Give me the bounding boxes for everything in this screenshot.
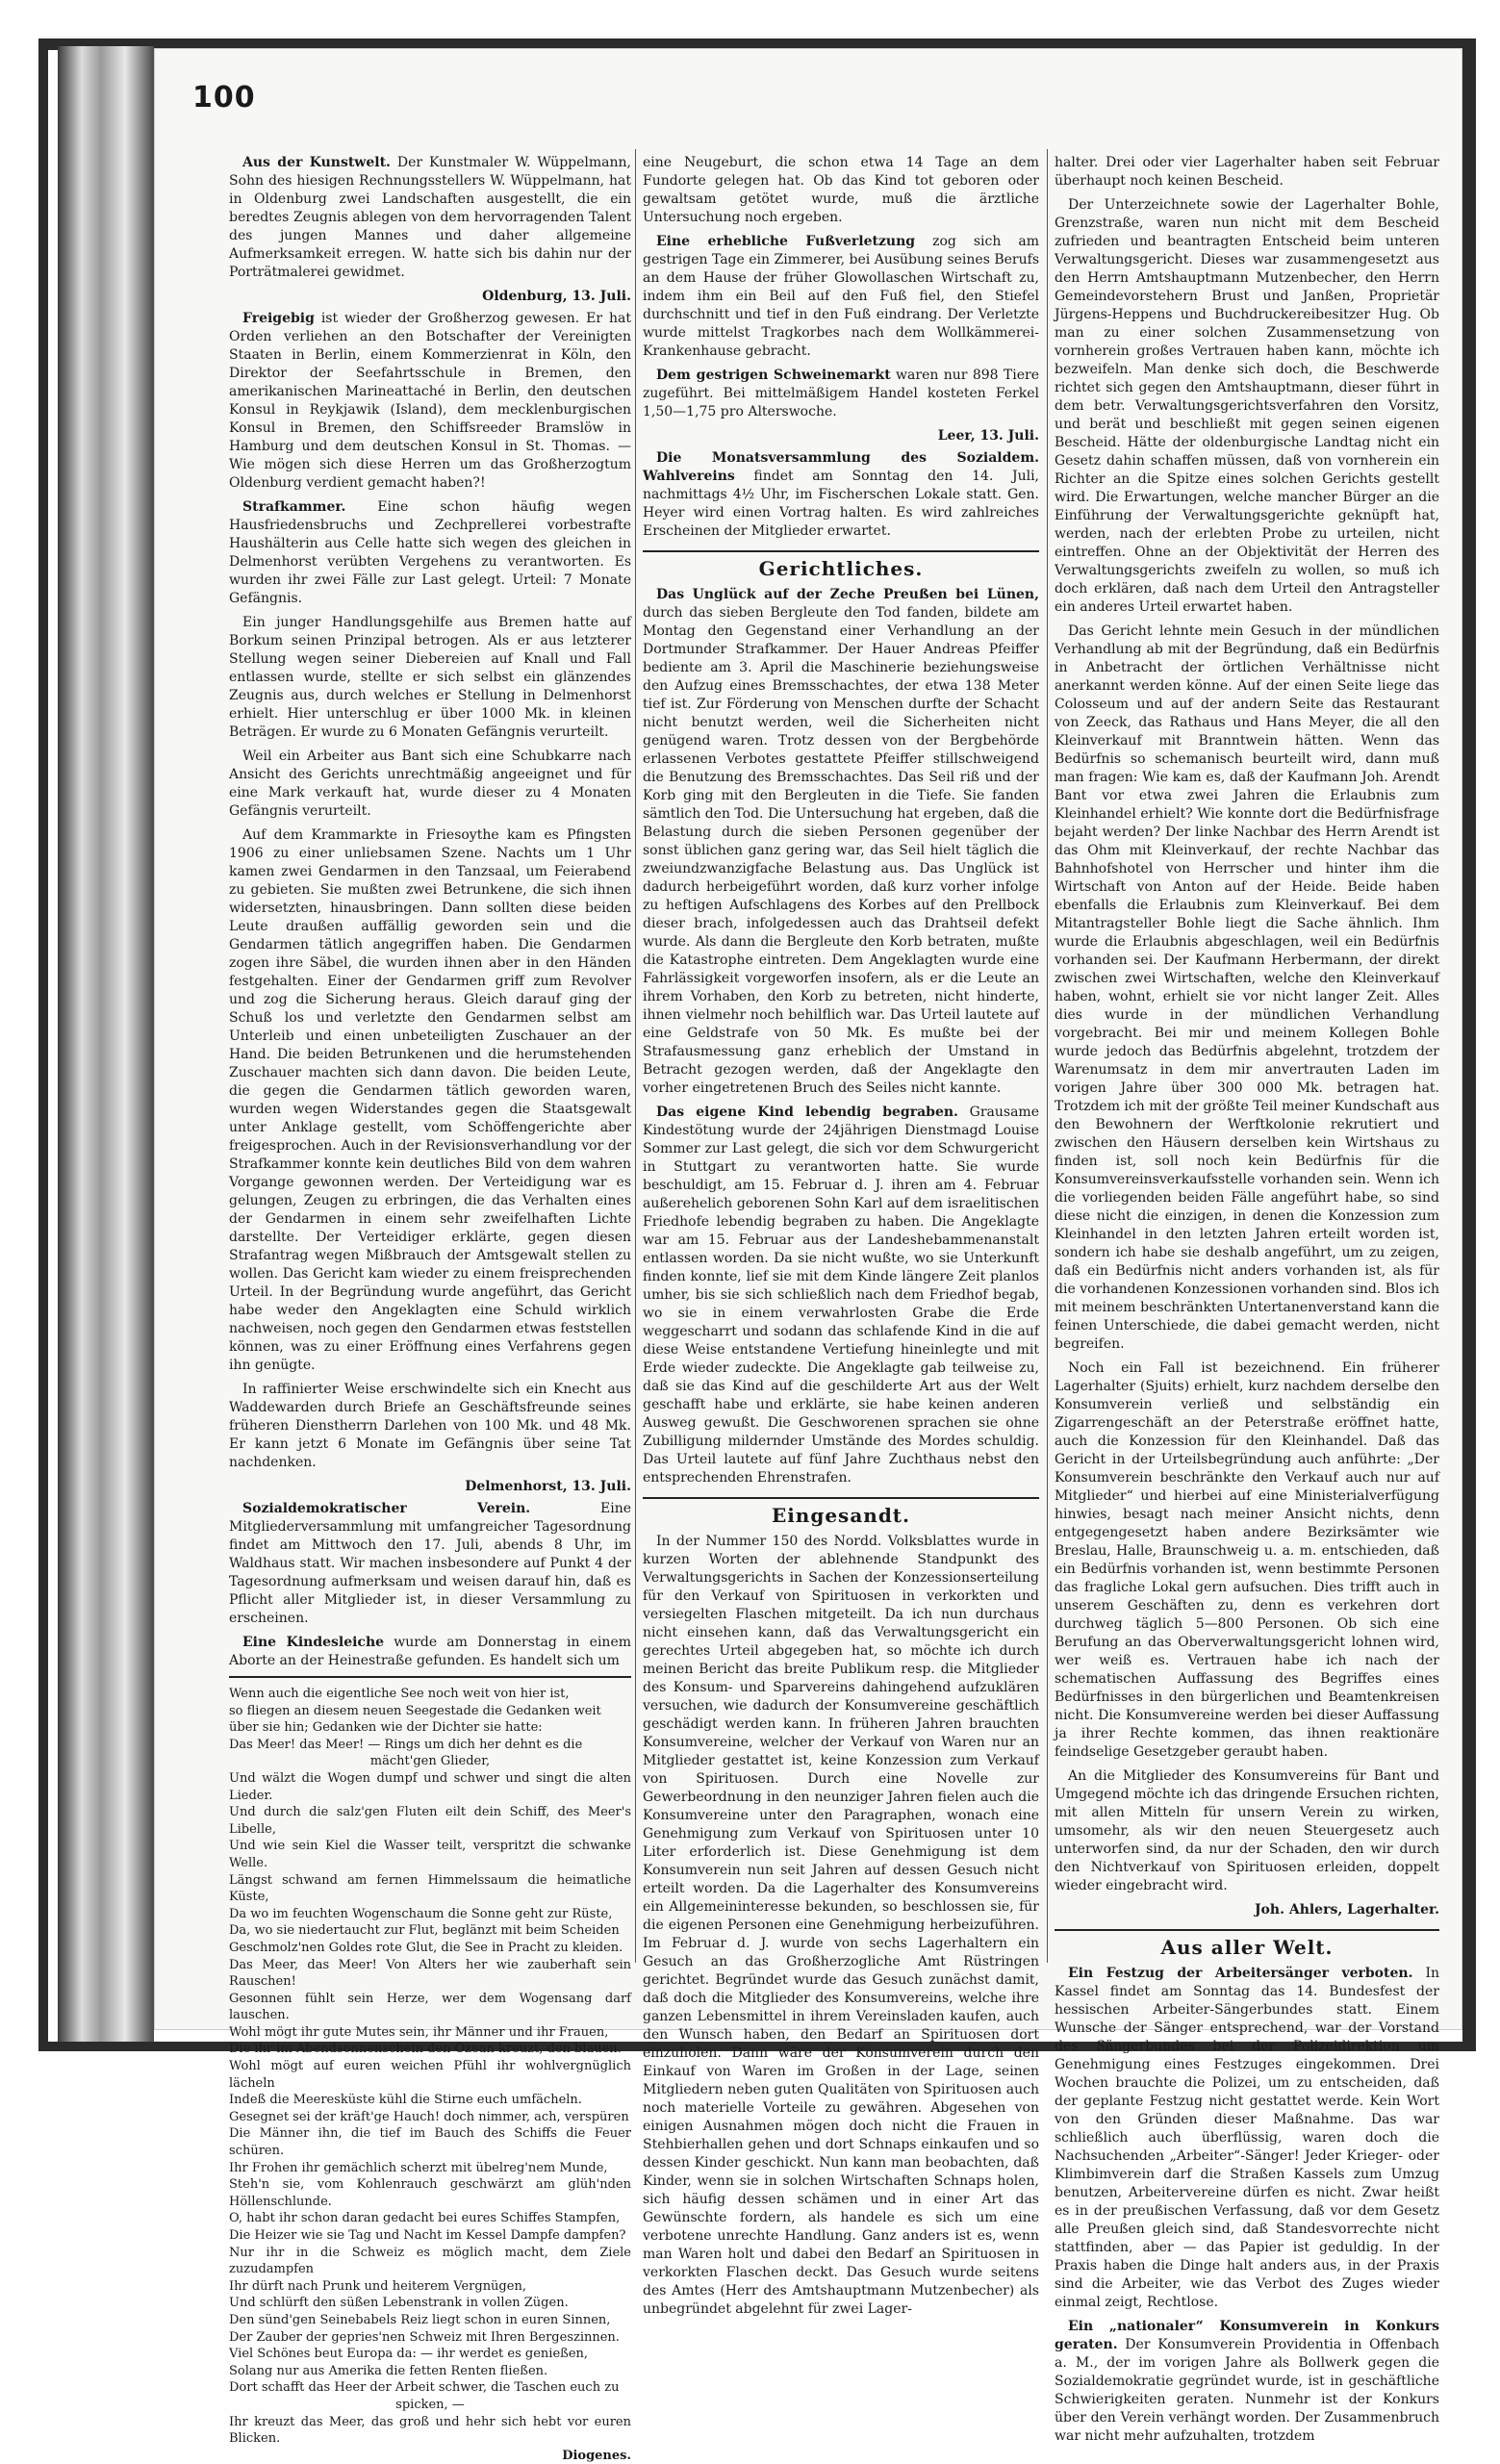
paragraph-lagerhalter: halter. Drei oder vier Lagerhalter haben seit Februar überhaupt noch keinen Bescheid. — [1055, 155, 1439, 189]
poem-line: Und wie sein Kiel die Wasser teilt, verspritzt die schwanke Welle. — [229, 1839, 631, 1870]
column-rule-2 — [1047, 149, 1048, 1963]
poem-author: Diogenes. — [562, 2448, 631, 2463]
poem-line: Geschmolz'nen Goldes rote Glut, die See in Pracht zu kleiden. — [229, 1940, 623, 1955]
column-3 — [1055, 154, 1439, 2451]
article-fussverletzung: Eine erhebliche Fußverletzung zog sich am gestrigen Tage ein Zimmerer, bei Ausübung seines Berufs an dem Hause der früher Glowollaschen Wirtschaft zu, indem ihm ein Beil auf den Fuß fiel, den Stiefel durchschnitt und tief in den Fuß eindrang. Der Verletzte wurde mittelst Tragkorbes nach dem Wollkämmerei-Krankenhause gebracht. — [643, 234, 1039, 359]
poem-line: Und wälzt die Wogen dumpf und schwer und singt die alten Lieder. — [229, 1770, 631, 1803]
poem-line: Viel Schönes beut Europa da: — ihr werdet es genießen, — [229, 2347, 589, 2362]
dateline-delmenhorst: Delmenhorst, 13. Juli. — [465, 1479, 631, 1494]
article-eingesandt: In der Nummer 150 des Nordd. Volksblattes wurde in kurzen Worten der ablehnende Standpunkt des Verwaltungsgerichts in Sachen der Konzessionserteilung für den Verkauf von Spirituosen in verkorkten und versiegelten Flaschen mitgeteilt. Da ich nun durchaus nicht einsehen kann, daß das Verwaltungsgericht ein gerechtes Urteil abgegeben hat, so möchte ich durch meinen Bericht das breite Publikum resp. die Mitglieder des Konsum- und Sparvereins dahingehend aufzuklären versuchen, wie dadurch der Konsumvereine geschäftlich geschädigt werden kann. In früheren Jahren brauchten Konsumvereine, welcher der Verkauf von Waren nur an Mitglieder gestattet ist, keine Konzession zum Verkauf von Spirituosen. Durch eine Novelle zur Gewerbeordnung in den neunziger Jahren fielen auch die Konsumvereine unter den Paragraphen, wonach eine Genehmigung zum Verkauf von Spirituosen unter 10 Liter erforderlich ist. Diese Genehmigung ist dem Konsumverein nun seit Jahren auf dessen Gesuch nicht erteilt worden. Da die Lagerhalter des Konsumvereins ein Allgemeininteresse bekunden, so beschlossen sie, für die eigenen Personen eine Genehmigung herbeizuführen. Im Februar d. J. wurde von sechs Lagerhaltern ein Gesuch an das Großherzogliche Amt Rüstringen gerichtet. Begründet wurde das Gesuch zunächst damit, daß doch die Mitglieder des Konsumvereins, welche ihre ganzen Lebensmittel in ihrem Vereinsladen kaufen, auch den Wunsch haben, den Bedarf an Spirituosen dort einzuholen. Dann wäre der Konsumverein durch den Einkauf von Waren im Großen in der Lage, seinen Mitgliedern neben guten Qualitäten von Spirituosen auch noch materielle Vorteile zu gewähren. Abgesehen von einigen Ausnahmen mögen doch nicht die Frauen in Stehbierhallen gehen und dort Schnaps einkaufen und so dessen Kinder geschickt. Nun kann man beobachten, daß Kinder, wenn sie in solchen Wirtschaften Schnaps holen, sich häufig dessen schämen und in einer Art das Gewünschte fordern, als handele es sich um eine verbotene unrechte Handlung. Ganz anders ist es, wenn man Waren holt und dabei den Bedarf an Spirituosen in verkorkten Flaschen deckt. Das Gesuch wurde seitens des Amtes (Herr des Amtshauptmann Mutzenbecher) als unbegründet abgelehnt für zwei Lager- — [643, 1534, 1039, 2317]
poem-line: Den sünd'gen Seinebabels Reiz liegt schon in euren Sinnen, — [229, 2312, 611, 2327]
poem-line: Die ihr im Abendsonnenschein den Ozean kreuzt, den blauen. — [229, 2042, 622, 2057]
paragraph-knecht: In raffinierter Weise erschwindelte sich ein Knecht aus Waddewarden durch Briefe an Geschäftsfreunde seines früheren Dienstherrn Darlehen von 100 Mk. und 48 Mk. Er kann jetzt 6 Monate im Gefängnis über seine Tat nachdenken. — [229, 1382, 631, 1470]
scan-frame-right — [1462, 38, 1476, 2049]
column-1 — [229, 154, 631, 2464]
poem-line: Ihr kreuzt das Meer, das groß und hehr sich hebt vor euren Blicken. — [229, 2414, 631, 2447]
scan-frame-left — [38, 38, 48, 2049]
poem-line: Das Meer! das Meer! — Rings um dich her dehnt es die — [229, 1737, 583, 1752]
poem-line: Wohl mögt ihr gute Mutes sein, ihr Männer und ihr Frauen, — [229, 2024, 609, 2040]
section-heading-aus-aller-welt: Aus aller Welt. — [1055, 1929, 1439, 1957]
poem-line: spicken, — — [395, 2397, 465, 2412]
poem-line: Nur ihr in die Schweiz es möglich macht, dem Ziele zuzudampfen — [229, 2245, 631, 2277]
poem-line: O, habt ihr schon daran gedacht bei eures Schiffes Stampfen, — [229, 2211, 621, 2226]
poem-line: Das Meer, das Meer! Von Alters her wie zauberhaft sein Rauschen! — [229, 1957, 631, 1990]
paragraph-mitglieder: An die Mitglieder des Konsumvereins für Bant und Umgegend möchte ich das dringende Ersuchen richten, mit allen Mitteln für unsern Verein zu wirken, umsomehr, als wir den neuen Steuergesetz auch unterworfen sind, da nur der Schaden, den wir durch den Nichtverkauf von Spirituosen erleiden, doppelt wieder eingebracht wird. — [1055, 1768, 1439, 1893]
page-number: 100 — [192, 81, 256, 114]
column-2 — [643, 154, 1039, 2324]
paragraph-noch-ein-fall: Noch ein Fall ist bezeichnend. Ein früherer Lagerhalter (Sjuits) erhielt, kurz nachdem derselbe den Konsumverein verließ und selbständig ein Zigarrengeschäft an der Peterstraße eröffnet hatte, auch die Konzession für den Kleinhandel. Daß das Gericht in der Urteilsbegründung auch anführte: „Der Konsumverein beschränkte den Verkauf auch nur auf Mitglieder“ und hierbei auf eine Ministerialverfügung hinwies, besagt nach meiner Ansicht nichts, denn entgegengesetzt haben andere Bezirksämter wie Breslau, Halle, Braunschweig u. a. m. entschieden, daß ein Bedürfnis vorhanden ist, wenn bestimmte Personen das fragliche Lokal gern aufsuchen. Dies trifft auch in unserem Geschäften zu, denn es verkehren dort durchweg täglich 5—800 Personen. Ob sich eine Berufung an das Oberverwaltungsgericht lohnen wird, wer weiß es. Vertrauen habe ich nach der schematischen Auffassung des Begriffes eines Bedürfnisses in den bürgerlichen und Beamtenkreisen nicht. Die Konsumvereine werden bei dieser Auffassung ja ihrer Rechte kommen, das ihnen reaktionäre feindselige Gesetzgeber geraubt haben. — [1055, 1360, 1439, 1760]
section-heading-eingesandt: Eingesandt. — [643, 1497, 1039, 1525]
poem-line: mächt'gen Glieder, — [369, 1754, 491, 1769]
poem-line: Steh'n sie, vom Kohlenrauch geschwärzt am glüh'nden Höllenschlunde. — [229, 2177, 631, 2209]
section-heading-gerichtliches: Gerichtliches. — [643, 550, 1039, 578]
poem-line: Indeß die Meeresküste kühl die Stirne euch umfächeln. — [229, 2093, 582, 2108]
article-freigebig: Freigebig ist wieder der Großherzog gewesen. Er hat Orden verliehen an den Botschafter der Vereinigten Staaten in Berlin, einem Kommerzienrat in Köln, den Direktor der Seefahrtsschule in Bremen, den amerikanischen Marineattaché in Berlin, den deutschen Konsul in Reykjawik (Island), dem mecklenburgischen Konsul in Bremen, den Schiffsreeder Bramslöw in Hamburg und dem deutschen Konsul in St. Thomas. — Wie mögen sich diese Herren um das Großherzogtum Oldenburg verdient gemacht haben?! — [229, 311, 631, 491]
article-kindesleiche: Eine Kindesleiche wurde am Donnerstag in einem Aborte an der Heinestraße gefunden. Es handelt sich um — [229, 1635, 632, 1668]
poem-line: Gesonnen fühlt sein Herze, wer dem Wogensang darf lauschen. — [229, 1991, 631, 2023]
poem-line: Solang nur aus Amerika die fetten Renten fließen. — [229, 2363, 548, 2378]
article-festzug: Ein Festzug der Arbeitersänger verboten. In Kassel findet am Sonntag das 14. Bundesfest der hessischen Arbeiter-Sängerbundes statt. Einem Wunsche der Sänger entsprechend, war der Vorstand des Sängerbundes bei der Polizeidirektion um Genehmigung eines Festzuges eingekommen. Drei Wochen brauchte die Polizei, um zu entscheiden, daß der geplante Festzug nicht gestattet werde. Kein Wort von den Gründen dieser Maßnahme. Das war schließlich auch überflüssig, waren doch die Nachsuchenden „Arbeiter“-Sänger! Jeder Krieger- oder Klimbimverein darf die Straßen Kassels zum Umzug benutzen, Arbeitervereine dürfen es nicht. Zwar heißt es in der preußischen Verfassung, daß vor dem Gesetz alle Preußen gleich sind, daß Standesvorrechte nicht stattfinden, aber — das Papier ist geduldig. In der Praxis haben die Dinge halt anders aus, in der Praxis sind die Arbeiter, wie das Verbot des Zuges wieder einmal zeigt, Rechtlose. — [1055, 1966, 1439, 2310]
paragraph-arbeiter: Weil ein Arbeiter aus Bant sich eine Schubkarre nach Ansicht des Gerichts unrechtmäßig angeeignet und für eine Mark verkauft hat, wurde dieser zu 4 Monaten Gefängnis verurteilt. — [229, 749, 631, 819]
book-binding-edge — [58, 46, 154, 2043]
article-monatsversammlung: Die Monatsversammlung des Sozialdem. Wahlvereins findet am Sonntag den 14. Juli, nachmittags 4½ Uhr, im Fischerschen Lokale statt. Gen. Heyer wird einen Vortrag halten. Es wird zahlreiches Erscheinen der Mitglieder erwartet. — [643, 450, 1039, 539]
poem-line: Und schlürft den süßen Lebenstrank in vollen Zügen. — [229, 2296, 569, 2311]
dateline-oldenburg: Oldenburg, 13. Juli. — [482, 289, 631, 304]
poem-line: Und durch die salz'gen Fluten eilt dein Schiff, des Meer's Libelle, — [229, 1805, 631, 1837]
article-schweinemarkt: Dem gestrigen Schweinemarkt waren nur 898 Tiere zugeführt. Bei mittelmäßigem Handel kosteten Ferkel 1,50—1,75 pro Alterswoche. — [643, 368, 1040, 419]
poem-line: über sie hin; Gedanken wie der Dichter sie hatte: — [229, 1720, 543, 1736]
article-konsumverein: Ein „nationaler“ Konsumverein in Konkurs geraten. Der Konsumverein Providentia in Offenbach a. M., der im vorigen Jahre als Bollwerk gegen die Sozialdemokratie gegründet wurde, ist in geschäftliche Schwierigkeiten geraten. Nunmehr ist der Konkurs über den Verein verhängt worden. Der Zusammenbruch war nicht mehr aufzuhalten, trotzdem — [1055, 2319, 1440, 2444]
article-kind-begraben: Das eigene Kind lebendig begraben. Grausame Kindestötung wurde der 24jährigen Dienstmagd Louise Sommer zur Last gelegt, die sich vor dem Schwurgericht in Stuttgart zu verantworten hatte. Sie wurde beschuldigt, am 15. Februar d. J. ihren am 4. Februar außerehelich geborenen Sohn Karl auf dem israelitischen Friedhofe lebendig begraben zu haben. Die Angeklagte war am 15. Februar aus der Landeshebammenanstalt entlassen worden. Da sie nicht wußte, wo sie Unterkunft finden konnte, lief sie mit dem Kinde längere Zeit planlos umher, bis sie sich schließlich nach dem Friedhof begab, wo sie in einem verwahrlosten Grabe die Erde weggescharrt und sodann das schlafende Kind in die auf diese Weise entstandene Vertiefung hineinlegte und mit Erde wieder zudeckte. Die Angeklagte gab teilweise zu, daß sie das Kind auf die geschilderte Art aus der Welt geschafft habe und erklärte, sie habe keinen anderen Ausweg gewußt. Die Geschworenen sprachen sie ohne Zubilligung mildernder Umstände des Mordes schuldig. Das Urteil lautete auf fünf Jahre Zuchthaus nebst den entsprechenden Ehrenstrafen. — [643, 1105, 1039, 1486]
article-verein: Sozialdemokratischer Verein. Eine Mitgliederversammlung mit umfangreicher Tagesordnung findet am Mittwoch den 17. Juli, abends 8 Uhr, im Waldhaus statt. Wir machen insbesondere auf Punkt 4 der Tagesordnung aufmerksam und weisen darauf hin, daß es Pflicht aller Mitglieder ist, in dieser Versammlung zu erscheinen. — [229, 1501, 631, 1626]
paragraph-unterzeichnete: Der Unterzeichnete sowie der Lagerhalter Bohle, Grenzstraße, waren nun nicht mit dem Bescheid zufrieden und beantragten Entscheid beim unteren Verwaltungsgericht. Dieses war zusammengesetzt aus den Herrn Amtshauptmann Mutzenbecher, den Herrn Gemeindevorstehern Brust und Janßen, Proprietär Jürgens-Heppens und Buchdruckereibesitzer Hug. Ob man zu einer solchen Zusammensetzung von vornherein großes Vertrauen haben kann, möchte ich bezweifeln. Man denke sich doch, die Beschwerde richtet sich gegen den Amtshauptmann, dieser führt in dem betr. Verwaltungsgerichtsverfahren den Vorsitz, und berät und beschließt mit gegen seinen eigenen Bescheid. Hätte der oldenburgische Landtag nicht ein Gesetz dahin schaffen müssen, daß von vornherein ein Richter an die Spitze eines solchen Gerichts gestellt wird. Die Erwartungen, welche mancher Bürger an die Einführung der Verwaltungsgerichte geknüpft hat, werden, nach der erlebten Probe zu urteilen, nicht eintreffen. Ohne an der Objektivität der Herren des Verwaltungsgerichts zweifeln zu wollen, so muß ich doch erklären, daß nach dem Urteil den Antragsteller ein anderes Urteil erwartet haben. — [1055, 197, 1439, 615]
poem-line: Längst schwand am fernen Himmelssaum die heimatliche Küste, — [229, 1872, 631, 1905]
article-unglueck: Das Unglück auf der Zeche Preußen bei Lünen, durch das sieben Bergleute den Tod fanden, bildete am Montag den Gegenstand einer Verhandlung an der Dortmunder Strafkammer. Der Hauer Andreas Pfeiffer bediente am 3. April die Maschinerie beziehungsweise den Aufzug eines Bremsschachtes, der etwa 138 Meter tief ist. Zur Förderung von Menschen durfte der Schacht nicht benutzt werden, weil die Sicherheiten nicht genügend waren. Trotz dessen von der Bergbehörde erlassenen Verbotes gestattete Pfeiffer stillschweigend die Benutzung des Bremsschachtes. Das Seil riß und der Korb ging mit den Bergleuten in die Tiefe. Sie fanden sämtlich den Tod. Die Untersuchung hat ergeben, daß die Belastung durch die sieben Personen gegenüber der sonst üblichen ganz gering war, das Seil hielt täglich die zweiundzwanzigfache Belastung aus. Das Unglück ist dadurch herbeigeführt worden, daß kurz vorher infolge zu heftigen Aufschlagens des Korbes auf den Prellbock dieser brach, infolgedessen auch das Drahtseil defekt wurde. Als dann die Bergleute den Korb betraten, mußte die Katastrophe eintreten. Dem Angeklagten wurde eine Fahrlässigkeit vorgeworfen insofern, als er die Leute an ihrem Vorhaben, den Korb zu betreten, nicht hinderte, ihnen vielmehr noch behilflich war. Das Urteil lautete auf eine Geldstrafe von 50 Mk. Es mußte bei der Strafausmessung ganz erheblich der Umstand in Betracht gezogen werden, daß der Angeklagte den vorher eingetretenen Bruch des Seiles nicht kannte. — [643, 587, 1039, 1096]
poem-line: Wenn auch die eigentliche See noch weit von hier ist, — [229, 1687, 570, 1701]
poem-line: Ihr dürft nach Prunk und heiterem Vergnügen, — [229, 2278, 526, 2294]
paragraph-gericht: Das Gericht lehnte mein Gesuch in der mündlichen Verhandlung ab mit der Begründung, daß ein Bedürfnis in Anbetracht der örtlichen Verhältnisse nicht anerkannt werden könne. Auf der einen Seite liege das Colosseum und auf der andern Seite das Restaurant von Zeeck, das Rathaus und Hans Meyer, die all den Kleinverkauf mit Branntwein hätten. Wenn das Bedürfnis so schemanisch beurteilt wird, dann muß man fragen: Wie kam es, daß der Kaufmann Joh. Arendt Bant vor etwa zwei Jahren die Erlaubnis zum Kleinhandel erhielt? Wie konnte dort die Bedürfnisfrage bejaht werden? Der linke Nachbar des Herrn Arendt ist das Ohm mit Kleinverkauf, der rechte Nachbar das Bahnhofshotel von Herrscher und hinter ihm die Wirtschaft von Anton auf der Heide. Beide haben ebenfalls die Erlaubnis zum Kleinverkauf. Bei dem Mitantragsteller Bohle liegt die Sache ähnlich. Ihm wurde die Erlaubnis abgeschlagen, weil ein Bedürfnis vorhanden sei. Der Kaufmann Herbermann, der direkt zwischen zwei Wirtschaften, welche den Kleinverkauf haben, wohnt, erhielt sie vor nicht langer Zeit. Alles dies wurde in der mündlichen Verhandlung vorgebracht. Bei mir und meinem Kollegen Bohle wurde jedoch das Bedürfnis abgelehnt, trotzdem der Warenumsatz in dem mir anvertrauten Laden im vorigen Jahre über 300 000 Mk. betragen hat. Trotzdem ich mit der größte Teil meiner Kundschaft aus den Bewohnern der Werftkolonie rekrutiert und zwischen den Häusern derselben kein Wirtshaus zu finden ist, soll noch kein Bedürfnis für die Konsumvereinsverkaufsstelle vorhanden sein. Wenn ich die vorliegenden beiden Fälle angeführt habe, so sind diese nicht die einzigen, in denen die Konzession zum Kleinhandel in den letzten Jahren erteilt worden ist, sondern ich habe sie deshalb angeführt, um zu zeigen, daß ein Bedürfnis nicht anders vorhanden ist, als für die vorhandenen Konzessionen vorhanden sind. Blos ich mit meinem beschränkten Untertanenverstand kann die feinen Unterschiede, die dabei gemacht werden, nicht begreifen. — [1055, 623, 1439, 1352]
poem-line: Dort schafft das Heer der Arbeit schwer, die Taschen euch zu — [229, 2380, 620, 2396]
article-strafkammer: Strafkammer. Eine schon häufig wegen Hausfriedensbruchs und Zechprellerei vorbestrafte Haushälterin aus Celle hatte sich wegen des gleichen in Delmenhorst verübten Vergehens zu verantworten. Es wurden ihr zwei Fälle zur Last gelegt. Urteil: 7 Monate Gefängnis. — [229, 499, 631, 606]
poem-line: Gesegnet sei der kräft'ge Hauch! doch nimmer, ach, verspüren — [229, 2109, 629, 2124]
poem-line: Ihr Frohen ihr gemächlich scherzt mit übelreg'nem Munde, — [229, 2160, 608, 2175]
letter-signature: Joh. Ahlers, Lagerhalter. — [1254, 1902, 1439, 1918]
poem-line: Wohl mögt auf euren weichen Pfühl ihr wohlvergnüglich lächeln — [229, 2059, 631, 2091]
article-kunstwelt: Aus der Kunstwelt. Der Kunstmaler W. Wüppelmann, Sohn des hiesigen Rechnungsstellers W. Wüppelmann, hat in Oldenburg zwei Landschaften ausgestellt, die ein beredtes Zeugnis ablegen von dem hervorragenden Talent des jungen Mannes und daher allgemeine Aufmerksamkeit erregen. W. hatte sich bis dahin nur der Porträtmalerei gewidmet. — [229, 155, 631, 280]
paragraph-neugeburt: eine Neugeburt, die schon etwa 14 Tage an dem Fundorte gelegen hat. Ob das Kind tot geboren oder gewaltsam getötet wurde, muß die ärztliche Untersuchung noch ergeben. — [643, 155, 1039, 225]
poem-line: so fliegen an diesem neuen Seegestade die Gedanken weit — [229, 1703, 601, 1718]
paragraph-krammarkt: Auf dem Krammarkte in Friesoythe kam es Pfingsten 1906 zu einer unliebsamen Szene. Nachts um 1 Uhr kamen zwei Gendarmen in den Tanzsaal, um Feierabend zu gebieten. Sie mußten zwei Betrunkene, die sich ihnen widersetzten, hinausbringen. Dann sollten diese beiden Leute draußen auffällig geworden sein und die Gendarmen tätlich angegriffen haben. Die Gendarmen zogen ihre Säbel, die wurden ihnen aber in den Händen festgehalten. Einer der Gendarmen griff zum Revolver und zog die Sicherung heraus. Gleich darauf ging der Schuß los und verletzte den Gendarmen selbst am Unterleib und einen unbeteiligten Zuschauer an der Hand. Die beiden Betrunkenen und die herumstehenden Zuschauer machten sich dann davon. Die beiden Leute, die gegen die Gendarmen tätlich geworden waren, wurden wegen Widerstandes gegen die Staatsgewalt unter Anklage gestellt, vom Schöffengerichte aber freigesprochen. Auch in der Revisionsverhandlung vor der Strafkammer konnte kein deutliches Bild von dem wahren Vorgange gewonnen werden. Der Verteidigung war es gelungen, Zeugen zu erbringen, die das Verhalten eines der Gendarmen in einem sehr zweifelhaften Lichte darstellte. Der Verteidiger erklärte, gegen diesen Strafantrag wegen Mißbrauch der Amtsgewalt stellen zu wollen. Das Gericht kam wieder zu einem freisprechenden Urteil. In der Begründung wurde angeführt, das Gericht habe weder den Angeklagten eine Schuld wirklich nachweisen, noch gegen den Gendarmen etwas feststellen können, was zu einer Eröffnung eines Verfahrens gegen ihn genügte. — [229, 827, 631, 1373]
poem-line: Da wo im feuchten Wogenschaum die Sonne geht zur Rüste, — [229, 1906, 613, 1921]
poem-line: Die Männer ihn, die tief im Bauch des Schiffs die Feuer schüren. — [229, 2126, 631, 2159]
dateline-leer: Leer, 13. Juli. — [937, 428, 1039, 444]
poem — [229, 1676, 631, 2464]
poem-line: Die Heizer wie sie Tag und Nacht im Kessel Dampfe dampfen? — [229, 2228, 626, 2243]
column-rule-1 — [635, 149, 636, 1963]
poem-line: Da, wo sie niedertaucht zur Flut, beglänzt mit beim Scheiden — [229, 1923, 620, 1939]
paragraph-handlungsgehilfe: Ein junger Handlungsgehilfe aus Bremen hatte auf Borkum seinen Prinzipal betrogen. Als er aus letzterer Stellung wegen seiner Diebereien auf Knall und Fall entlassen wurde, stellte er sich selbst ein glänzendes Zeugnis aus, durch welches er Stellung in Delmenhorst erhielt. Hier unterschlug er über 1000 Mk. in kleinen Beträgen. Er wurde zu 6 Monaten Gefängnis verurteilt. — [229, 615, 631, 740]
poem-line: Der Zauber der gepries'nen Schweiz mit Ihren Bergeszinnen. — [229, 2329, 620, 2345]
